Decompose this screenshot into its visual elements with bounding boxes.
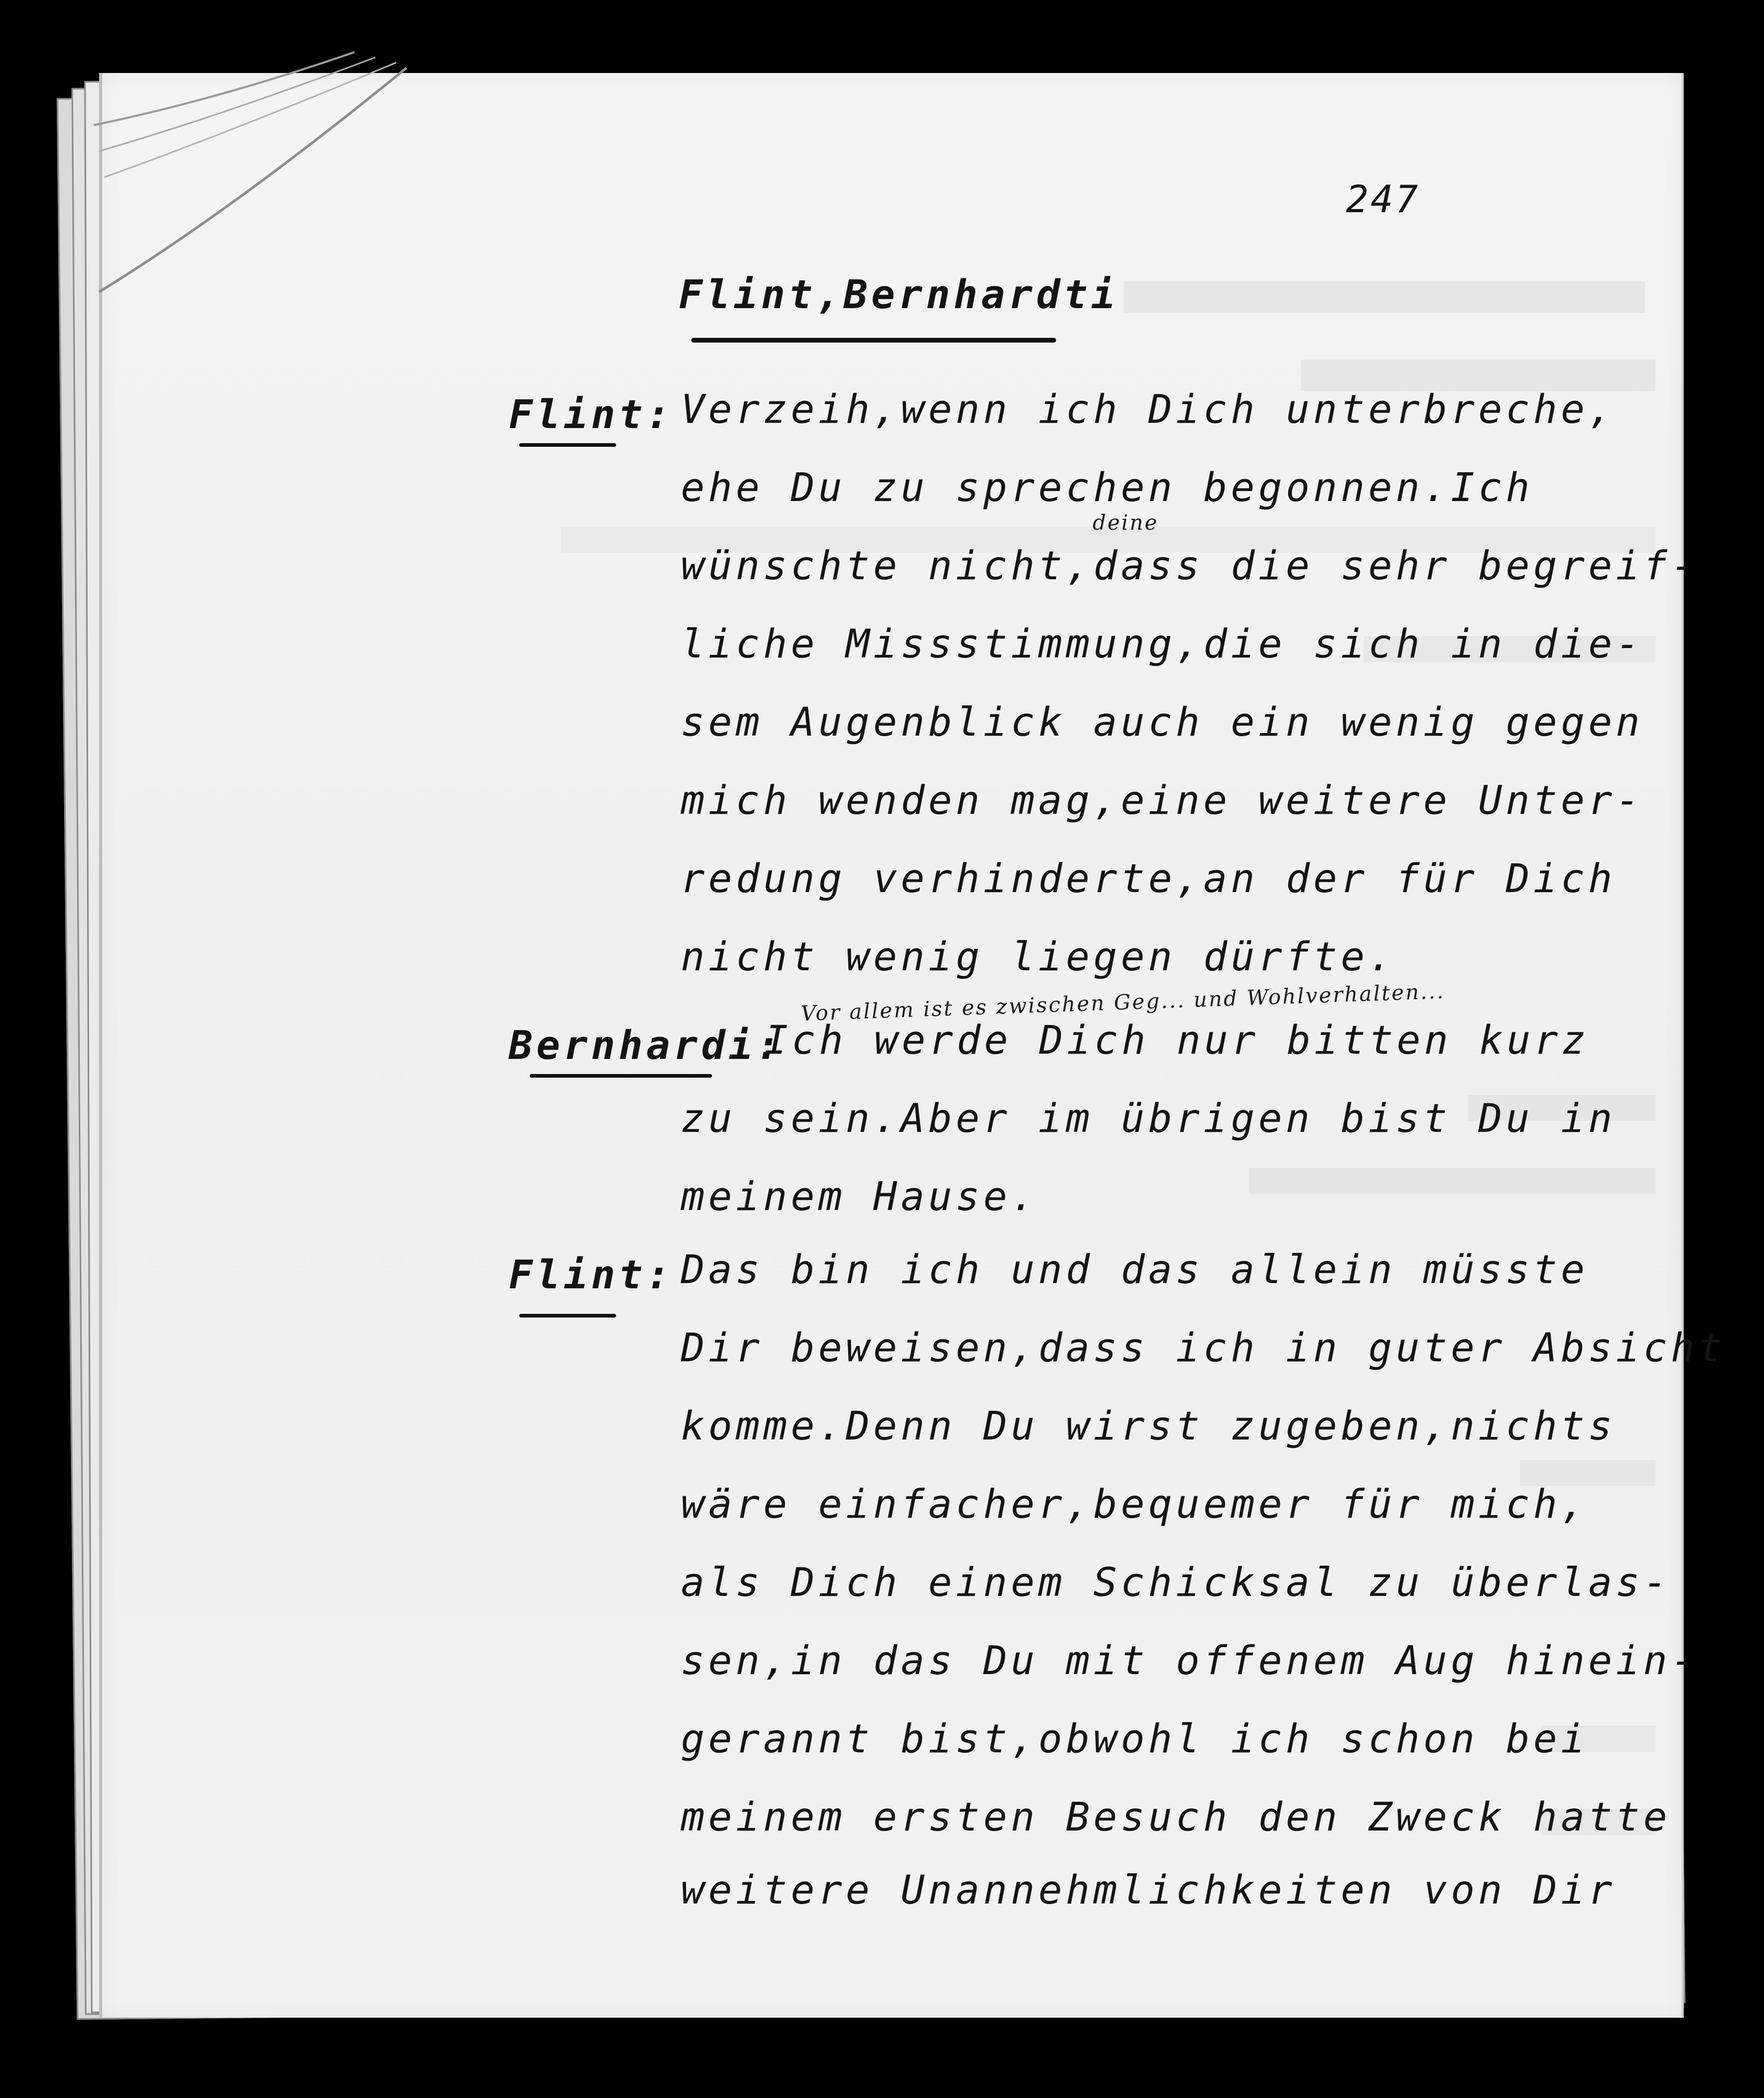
speaker-label: Bernhardi: <box>509 1022 784 1068</box>
dialogue-line: komme.Denn Du wirst zugeben,nichts <box>681 1402 1616 1449</box>
handwritten-insertion: Vor allem ist es zwischen Geg... und Wohlverhalten... <box>800 979 1446 1026</box>
title-underline <box>691 338 1056 343</box>
speaker-label: Flint: <box>509 1251 674 1298</box>
dialogue-line: liche Missstimmung,die sich in die- <box>681 620 1644 667</box>
scene-title: Flint,Bernhardti <box>679 271 1119 318</box>
dialogue-line: wünschte nicht,dass die sehr begreif- <box>681 542 1698 589</box>
dialogue-line: nicht wenig liegen dürfte. <box>681 933 1396 980</box>
dialogue-line: als Dich einem Schicksal zu überlas- <box>681 1559 1671 1605</box>
bleed-through <box>1249 1168 1656 1194</box>
dialogue-line: zu sein.Aber im übrigen bist Du in <box>681 1095 1616 1141</box>
dialogue-line: sen,in das Du mit offenem Aug hinein- <box>681 1637 1698 1684</box>
page-number: 247 <box>1346 177 1420 221</box>
dialogue-line: gerannt bist,obwohl ich schon bei <box>681 1715 1588 1762</box>
speaker-underline <box>530 1074 712 1078</box>
dialogue-line: meinem ersten Besuch den Zweck hatte <box>681 1794 1671 1840</box>
speaker-label: Flint: <box>509 391 674 437</box>
bleed-through <box>1124 282 1645 313</box>
dialogue-line: sem Augenblick auch ein wenig gegen <box>681 699 1644 745</box>
dialogue-line: ehe Du zu sprechen begonnen.Ich <box>681 464 1534 510</box>
dialogue-line: Ich werde Dich nur bitten kurz <box>764 1017 1589 1063</box>
dialogue-line: mich wenden mag,eine weitere Unter- <box>681 777 1644 823</box>
dialogue-line: Verzeih,wenn ich Dich unterbreche, <box>681 386 1616 432</box>
typescript-page <box>99 73 1726 2018</box>
dialogue-line: wäre einfacher,bequemer für mich, <box>681 1481 1588 1527</box>
dialogue-line: weitere Unannehmlichkeiten von Dir <box>681 1867 1616 1913</box>
speaker-underline <box>519 1314 616 1318</box>
dialogue-line: Dir beweisen,dass ich in guter Absicht <box>681 1324 1726 1371</box>
dialogue-line: Das bin ich und das allein müsste <box>681 1246 1588 1292</box>
handwritten-correction: deine <box>1093 511 1159 535</box>
dialogue-line: redung verhinderte,an der für Dich <box>681 855 1616 901</box>
dialogue-line: meinem Hause. <box>681 1173 1038 1219</box>
speaker-underline <box>519 443 616 447</box>
